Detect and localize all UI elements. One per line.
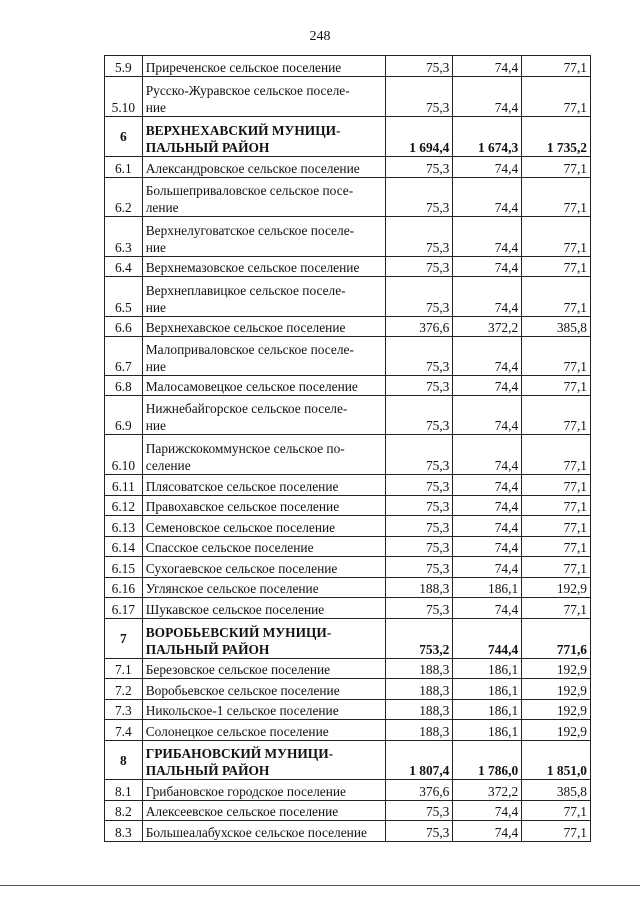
settlement-row	[105, 821, 591, 842]
settlement-row	[105, 780, 591, 801]
row-value-2-cell: 74,4	[453, 821, 522, 842]
row-value-1-cell: 75,3	[385, 821, 453, 842]
row-value-3-cell: 77,1	[522, 435, 591, 475]
row-value-1-cell: 75,3	[385, 801, 453, 821]
row-value-2-cell: 74,4	[453, 396, 522, 435]
row-name-cell: Шукавское сельское поселение	[142, 598, 385, 619]
row-code-cell: 7.1	[105, 659, 143, 679]
row-name-cell: Плясоватское сельское поселение	[142, 475, 385, 496]
row-code-cell: 7.3	[105, 700, 143, 720]
row-value-3-cell: 77,1	[522, 257, 591, 277]
row-value-2-cell: 74,4	[453, 435, 522, 475]
row-value-2-cell: 74,4	[453, 337, 522, 376]
row-code-cell: 8.1	[105, 780, 143, 801]
row-value-2-cell: 74,4	[453, 557, 522, 578]
settlement-row	[105, 598, 591, 619]
row-value-1-cell: 75,3	[385, 376, 453, 396]
row-code-cell: 6.13	[105, 516, 143, 537]
row-name-cell: Русско-Журавское сельское поселе- ние	[142, 77, 385, 117]
row-code-cell: 6.5	[105, 277, 143, 317]
settlement-row	[105, 557, 591, 578]
row-value-2-cell: 1 786,0	[453, 741, 522, 780]
row-name-cell: Малоприваловское сельское поселе- ние	[142, 337, 385, 376]
row-value-2-cell: 74,4	[453, 77, 522, 117]
row-code-cell: 6	[105, 117, 143, 157]
row-value-3-cell: 77,1	[522, 557, 591, 578]
row-value-2-cell: 186,1	[453, 700, 522, 720]
row-value-2-cell: 74,4	[453, 598, 522, 619]
district-row	[105, 619, 591, 659]
row-name-cell: ВЕРХНЕХАВСКИЙ МУНИЦИ- ПАЛЬНЫЙ РАЙОН	[142, 117, 385, 157]
row-value-3-cell: 77,1	[522, 277, 591, 317]
row-value-3-cell: 385,8	[522, 780, 591, 801]
row-value-1-cell: 75,3	[385, 77, 453, 117]
row-value-1-cell: 188,3	[385, 659, 453, 679]
row-value-1-cell: 376,6	[385, 317, 453, 337]
settlement-row	[105, 496, 591, 516]
row-name-cell: Верхнелуговатское сельское поселе- ние	[142, 217, 385, 257]
row-value-1-cell: 75,3	[385, 475, 453, 496]
settlement-row	[105, 77, 591, 117]
row-name-cell: Большеприваловское сельское посе- ление	[142, 178, 385, 217]
settlement-row	[105, 475, 591, 496]
row-code-cell: 7.2	[105, 679, 143, 700]
row-name-cell: Спасское сельское поселение	[142, 537, 385, 557]
row-name-cell: ГРИБАНОВСКИЙ МУНИЦИ- ПАЛЬНЫЙ РАЙОН	[142, 741, 385, 780]
row-value-2-cell: 186,1	[453, 720, 522, 741]
row-code-cell: 6.2	[105, 178, 143, 217]
row-value-1-cell: 75,3	[385, 516, 453, 537]
row-code-cell: 5.10	[105, 77, 143, 117]
row-value-2-cell: 74,4	[453, 537, 522, 557]
row-code-cell: 6.1	[105, 157, 143, 178]
settlement-row	[105, 376, 591, 396]
settlement-row	[105, 537, 591, 557]
row-code-cell: 6.10	[105, 435, 143, 475]
row-value-3-cell: 192,9	[522, 700, 591, 720]
row-name-cell: Малосамовецкое сельское поселение	[142, 376, 385, 396]
row-code-cell: 6.14	[105, 537, 143, 557]
settlement-row	[105, 56, 591, 77]
row-value-3-cell: 77,1	[522, 337, 591, 376]
settlement-row	[105, 217, 591, 257]
row-code-cell: 6.6	[105, 317, 143, 337]
district-row	[105, 741, 591, 780]
row-value-1-cell: 753,2	[385, 619, 453, 659]
page-number: 248	[309, 29, 331, 44]
row-value-2-cell: 74,4	[453, 496, 522, 516]
row-value-2-cell: 74,4	[453, 217, 522, 257]
row-name-cell: Верхнеплавицкое сельское поселе- ние	[142, 277, 385, 317]
row-value-2-cell: 74,4	[453, 516, 522, 537]
row-value-1-cell: 75,3	[385, 435, 453, 475]
row-value-1-cell: 188,3	[385, 700, 453, 720]
row-value-1-cell: 75,3	[385, 157, 453, 178]
settlement-row	[105, 178, 591, 217]
row-name-cell: Семеновское сельское поселение	[142, 516, 385, 537]
row-value-2-cell: 372,2	[453, 317, 522, 337]
row-code-cell: 6.4	[105, 257, 143, 277]
row-name-cell: Алексеевское сельское поселение	[142, 801, 385, 821]
row-code-cell: 6.15	[105, 557, 143, 578]
row-code-cell: 6.11	[105, 475, 143, 496]
row-code-cell: 6.16	[105, 578, 143, 598]
row-value-2-cell: 744,4	[453, 619, 522, 659]
row-name-cell: Углянское сельское поселение	[142, 578, 385, 598]
row-value-3-cell: 77,1	[522, 801, 591, 821]
row-value-2-cell: 74,4	[453, 376, 522, 396]
row-name-cell: Парижскокоммунское сельское по- селение	[142, 435, 385, 475]
row-code-cell: 5.9	[105, 56, 143, 77]
row-value-1-cell: 75,3	[385, 217, 453, 257]
row-code-cell: 8.2	[105, 801, 143, 821]
row-name-cell: Правохавское сельское поселение	[142, 496, 385, 516]
settlement-row	[105, 720, 591, 741]
row-value-3-cell: 77,1	[522, 537, 591, 557]
row-value-3-cell: 1 735,2	[522, 117, 591, 157]
row-code-cell: 8	[105, 741, 143, 780]
row-value-2-cell: 186,1	[453, 578, 522, 598]
row-name-cell: Александровское сельское поселение	[142, 157, 385, 178]
row-value-3-cell: 77,1	[522, 217, 591, 257]
table-body	[105, 56, 591, 842]
row-value-1-cell: 1 694,4	[385, 117, 453, 157]
row-value-2-cell: 74,4	[453, 178, 522, 217]
row-name-cell: Никольское-1 сельское поселение	[142, 700, 385, 720]
row-code-cell: 6.12	[105, 496, 143, 516]
row-value-3-cell: 77,1	[522, 157, 591, 178]
row-value-1-cell: 75,3	[385, 537, 453, 557]
row-code-cell: 6.7	[105, 337, 143, 376]
row-value-1-cell: 75,3	[385, 257, 453, 277]
settlement-row	[105, 700, 591, 720]
settlement-row	[105, 659, 591, 679]
district-row	[105, 117, 591, 157]
row-value-3-cell: 77,1	[522, 178, 591, 217]
row-value-3-cell: 77,1	[522, 475, 591, 496]
row-value-3-cell: 1 851,0	[522, 741, 591, 780]
budget-table	[104, 55, 591, 842]
row-value-1-cell: 376,6	[385, 780, 453, 801]
settlement-row	[105, 337, 591, 376]
row-value-2-cell: 1 674,3	[453, 117, 522, 157]
row-value-3-cell: 77,1	[522, 821, 591, 842]
row-name-cell: Березовское сельское поселение	[142, 659, 385, 679]
settlement-row	[105, 396, 591, 435]
settlement-row	[105, 516, 591, 537]
row-code-cell: 6.3	[105, 217, 143, 257]
row-value-2-cell: 74,4	[453, 257, 522, 277]
row-value-3-cell: 192,9	[522, 659, 591, 679]
row-name-cell: Воробьевское сельское поселение	[142, 679, 385, 700]
row-value-2-cell: 372,2	[453, 780, 522, 801]
row-code-cell: 7	[105, 619, 143, 659]
row-value-2-cell: 74,4	[453, 56, 522, 77]
row-value-1-cell: 75,3	[385, 396, 453, 435]
row-value-2-cell: 74,4	[453, 475, 522, 496]
row-name-cell: Верхнемазовское сельское поселение	[142, 257, 385, 277]
row-value-3-cell: 77,1	[522, 516, 591, 537]
row-value-3-cell: 77,1	[522, 376, 591, 396]
row-value-3-cell: 192,9	[522, 720, 591, 741]
row-name-cell: Большеалабухское сельское поселение	[142, 821, 385, 842]
row-value-2-cell: 74,4	[453, 157, 522, 178]
settlement-row	[105, 578, 591, 598]
row-value-1-cell: 75,3	[385, 598, 453, 619]
row-value-3-cell: 77,1	[522, 496, 591, 516]
row-value-3-cell: 77,1	[522, 56, 591, 77]
row-value-1-cell: 75,3	[385, 277, 453, 317]
row-name-cell: Приреченское сельское поселение	[142, 56, 385, 77]
row-name-cell: ВОРОБЬЕВСКИЙ МУНИЦИ- ПАЛЬНЫЙ РАЙОН	[142, 619, 385, 659]
settlement-row	[105, 157, 591, 178]
row-value-3-cell: 192,9	[522, 578, 591, 598]
row-value-3-cell: 771,6	[522, 619, 591, 659]
row-value-3-cell: 77,1	[522, 598, 591, 619]
row-name-cell: Грибановское городское поселение	[142, 780, 385, 801]
row-value-2-cell: 74,4	[453, 801, 522, 821]
settlement-row	[105, 317, 591, 337]
row-name-cell: Верхнехавское сельское поселение	[142, 317, 385, 337]
row-name-cell: Солонецкое сельское поселение	[142, 720, 385, 741]
row-value-2-cell: 74,4	[453, 277, 522, 317]
scan-border-line	[0, 885, 640, 886]
row-value-1-cell: 188,3	[385, 578, 453, 598]
row-value-3-cell: 77,1	[522, 77, 591, 117]
row-name-cell: Нижнебайгорское сельское поселе- ние	[142, 396, 385, 435]
row-value-3-cell: 192,9	[522, 679, 591, 700]
row-code-cell: 6.8	[105, 376, 143, 396]
settlement-row	[105, 435, 591, 475]
settlement-row	[105, 801, 591, 821]
row-value-1-cell: 75,3	[385, 496, 453, 516]
settlement-row	[105, 679, 591, 700]
row-value-1-cell: 75,3	[385, 56, 453, 77]
row-value-1-cell: 75,3	[385, 337, 453, 376]
row-code-cell: 6.17	[105, 598, 143, 619]
row-value-3-cell: 77,1	[522, 396, 591, 435]
row-value-1-cell: 1 807,4	[385, 741, 453, 780]
row-code-cell: 8.3	[105, 821, 143, 842]
row-code-cell: 6.9	[105, 396, 143, 435]
row-code-cell: 7.4	[105, 720, 143, 741]
row-value-2-cell: 186,1	[453, 679, 522, 700]
row-value-1-cell: 75,3	[385, 178, 453, 217]
row-value-2-cell: 186,1	[453, 659, 522, 679]
settlement-row	[105, 277, 591, 317]
settlement-row	[105, 257, 591, 277]
row-value-1-cell: 188,3	[385, 679, 453, 700]
row-value-1-cell: 188,3	[385, 720, 453, 741]
row-name-cell: Сухогаевское сельское поселение	[142, 557, 385, 578]
row-value-1-cell: 75,3	[385, 557, 453, 578]
row-value-3-cell: 385,8	[522, 317, 591, 337]
